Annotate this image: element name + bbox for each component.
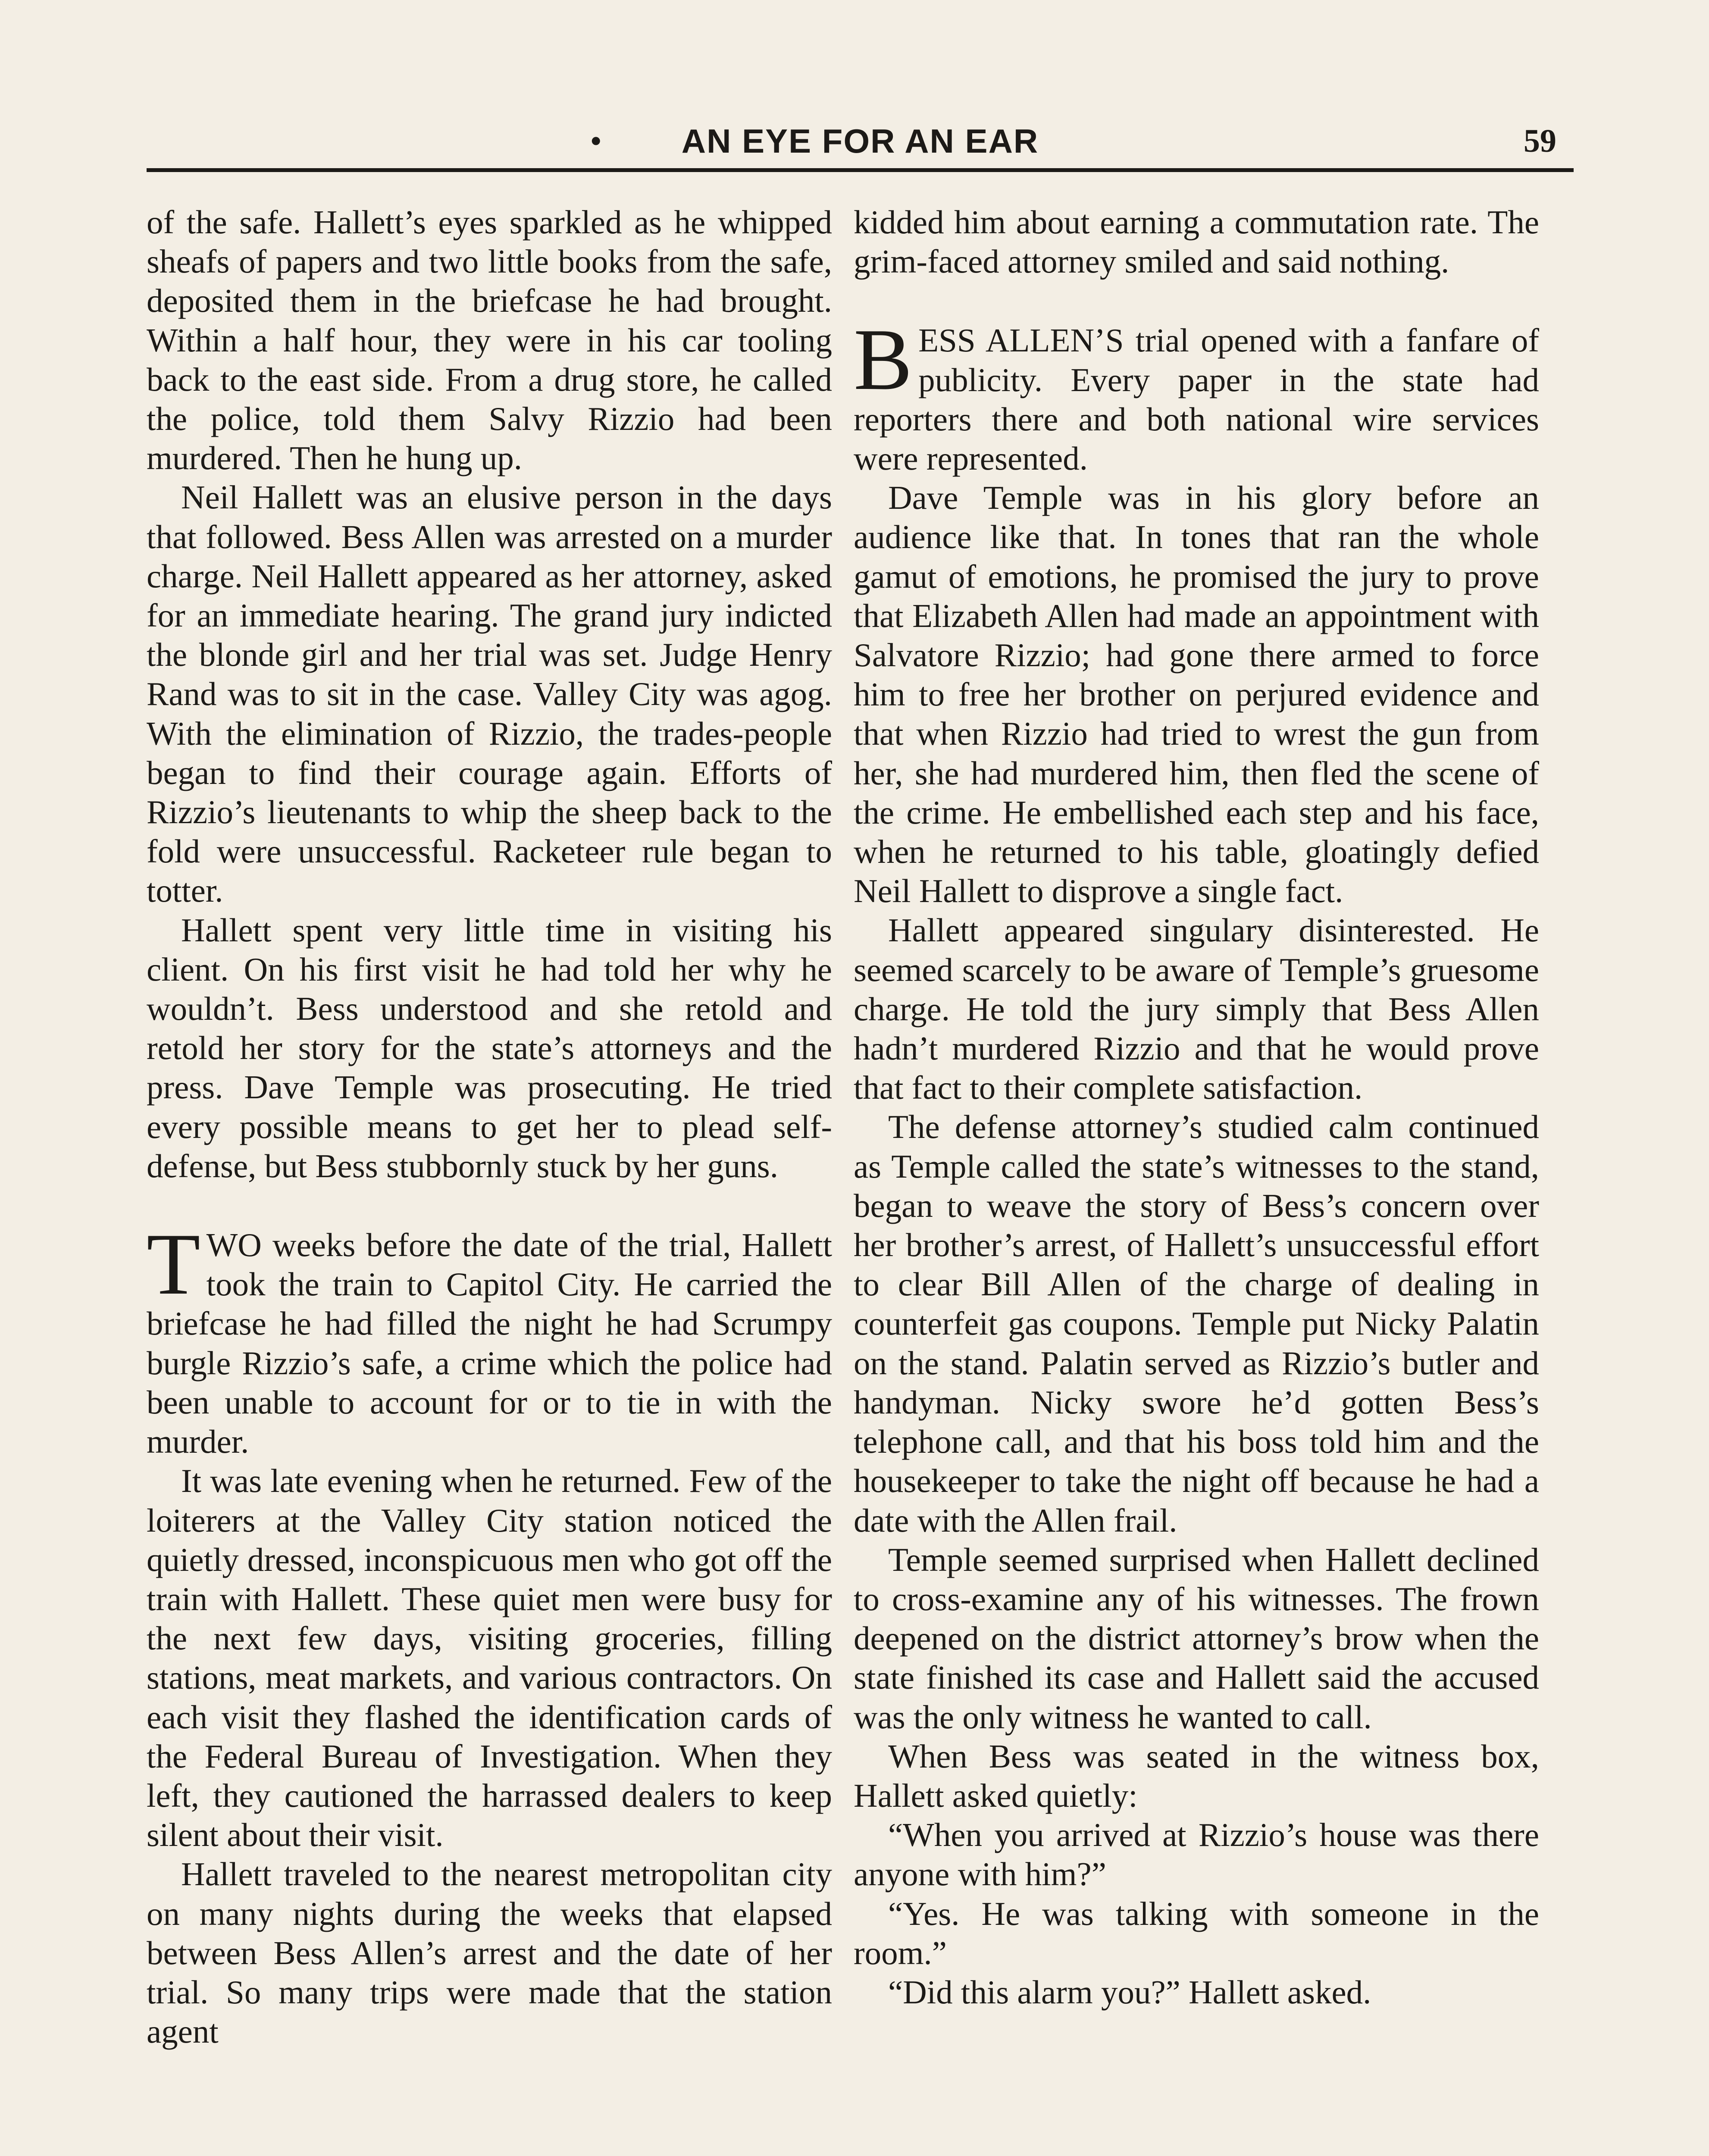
drop-cap: T: [147, 1216, 200, 1313]
right-column: [854, 203, 1539, 2012]
paragraph: Temple seemed surprised when Hallett declined to cross-examine any of his witnesses. The frown deepened on the district attorney’s brow when the state finished its case and Hallett said the accused was the only witness he wanted to call.: [854, 1541, 1539, 1736]
section-opening-paragraph: [854, 311, 1539, 478]
paragraph: Dave Temple was in his glory before an audience like that. In tones that ran the whole gamut of emotions, he promised the jury to prove that Elizabeth Allen had made an appointment with Salvatore Rizzio; had gone there armed to force him to free her brother on perjured evidence and that when Rizzio had tried to wrest the gun from her, she had murdered him, then fled the scene of the crime. He embellished each step and his face, when he returned to his table, gloatingly defied Neil Hallett to disprove a single fact.: [854, 479, 1539, 910]
running-header: [147, 116, 1574, 164]
page-number: 59: [1524, 123, 1556, 159]
drop-cap: B: [854, 311, 913, 409]
paragraph: The defense attorney’s studied calm continued as Temple called the state’s witnesses to the stand, began to weave the story of Bess’s concern over her brother’s arrest, of Hallett’s unsuccessful effort to clear Bill Allen of the charge of dealing in counterfeit gas coupons. Temple put Nicky Palatin on the stand. Palatin served as Rizzio’s butler and handyman. Nicky swore he’d gotten Bess’s telephone call, and that his boss told him and the housekeeper to take the night off because he had a date with the Allen frail.: [854, 1108, 1539, 1539]
paragraph: Hallett appeared singulary disinterested. He seemed scarcely to be aware of Temple’s gruesome charge. He told the jury simply that Bess Allen hadn’t murdered Rizzio and that he would prove that fact to their complete satisfaction.: [854, 912, 1539, 1106]
header-rule: [147, 168, 1574, 172]
paragraph-text: ESS ALLEN’S trial opened with a fanfare of publicity. Every paper in the state had reporters there and both national wire services were represented.: [854, 322, 1539, 477]
paragraph: When Bess was seated in the witness box, Hallett asked quietly:: [854, 1737, 1539, 1814]
left-column: [147, 203, 832, 2051]
paragraph: Hallett traveled to the nearest metropolitan city on many nights during the weeks that elapsed between Bess Allen’s arrest and the date of her trial. So many trips were made that the station agent: [147, 1855, 832, 2050]
paragraph: kidded him about earning a commutation rate. The grim-faced attorney smiled and said nothing.: [854, 204, 1539, 280]
paragraph: Hallett spent very little time in visiting his client. On his first visit he had told her why he wouldn’t. Bess understood and she retold and retold her story for the state’s attorneys and the press. Dave Temple was prosecuting. He tried every possible means to get her to plead self-defense, but Bess stubbornly stuck by her guns.: [147, 911, 832, 1185]
header-bullet: •: [591, 125, 601, 158]
paragraph-text: WO weeks before the date of the trial, Hallett took the train to Capitol City. He carried the briefcase he had filled the night he had Scrumpy burgle Rizzio’s safe, a crime which the police had been unable to account for or to tie in with the murder.: [147, 1226, 832, 1460]
section-opening-paragraph: [147, 1216, 832, 1461]
paragraph: “When you arrived at Rizzio’s house was there anyone with him?”: [854, 1816, 1539, 1893]
paragraph: Neil Hallett was an elusive person in the days that followed. Bess Allen was arrested on a murder charge. Neil Hallett appeared as her attorney, asked for an immediate hearing. The grand jury indicted the blonde girl and her trial was set. Judge Henry Rand was to sit in the case. Valley City was agog. With the elimination of Rizzio, the trades-people began to find their courage again. Efforts of Rizzio’s lieutenants to whip the sheep back to the fold were unsuccessful. Racketeer rule began to totter.: [147, 479, 832, 909]
paragraph: “Yes. He was talking with someone in the room.”: [854, 1895, 1539, 1971]
paragraph: of the safe. Hallett’s eyes sparkled as he whipped sheafs of papers and two little books from the safe, deposited them in the briefcase he had brought. Within a half hour, they were in his car tooling back to the east side. From a drug store, he called the police, told them Salvy Rizzio had been murdered. Then he hung up.: [147, 204, 832, 477]
paragraph: It was late evening when he returned. Few of the loiterers at the Valley City station noticed the quietly dressed, inconspicuous men who got off the train with Hallett. These quiet men were busy for the next few days, visiting groceries, filling stations, meat markets, and various contractors. On each visit they flashed the identification cards of the Federal Bureau of Investigation. When they left, they cautioned the harrassed dealers to keep silent about their visit.: [147, 1462, 832, 1854]
running-title: AN EYE FOR AN EAR: [681, 122, 1039, 160]
paragraph: “Did this alarm you?” Hallett asked.: [888, 1973, 1371, 2011]
